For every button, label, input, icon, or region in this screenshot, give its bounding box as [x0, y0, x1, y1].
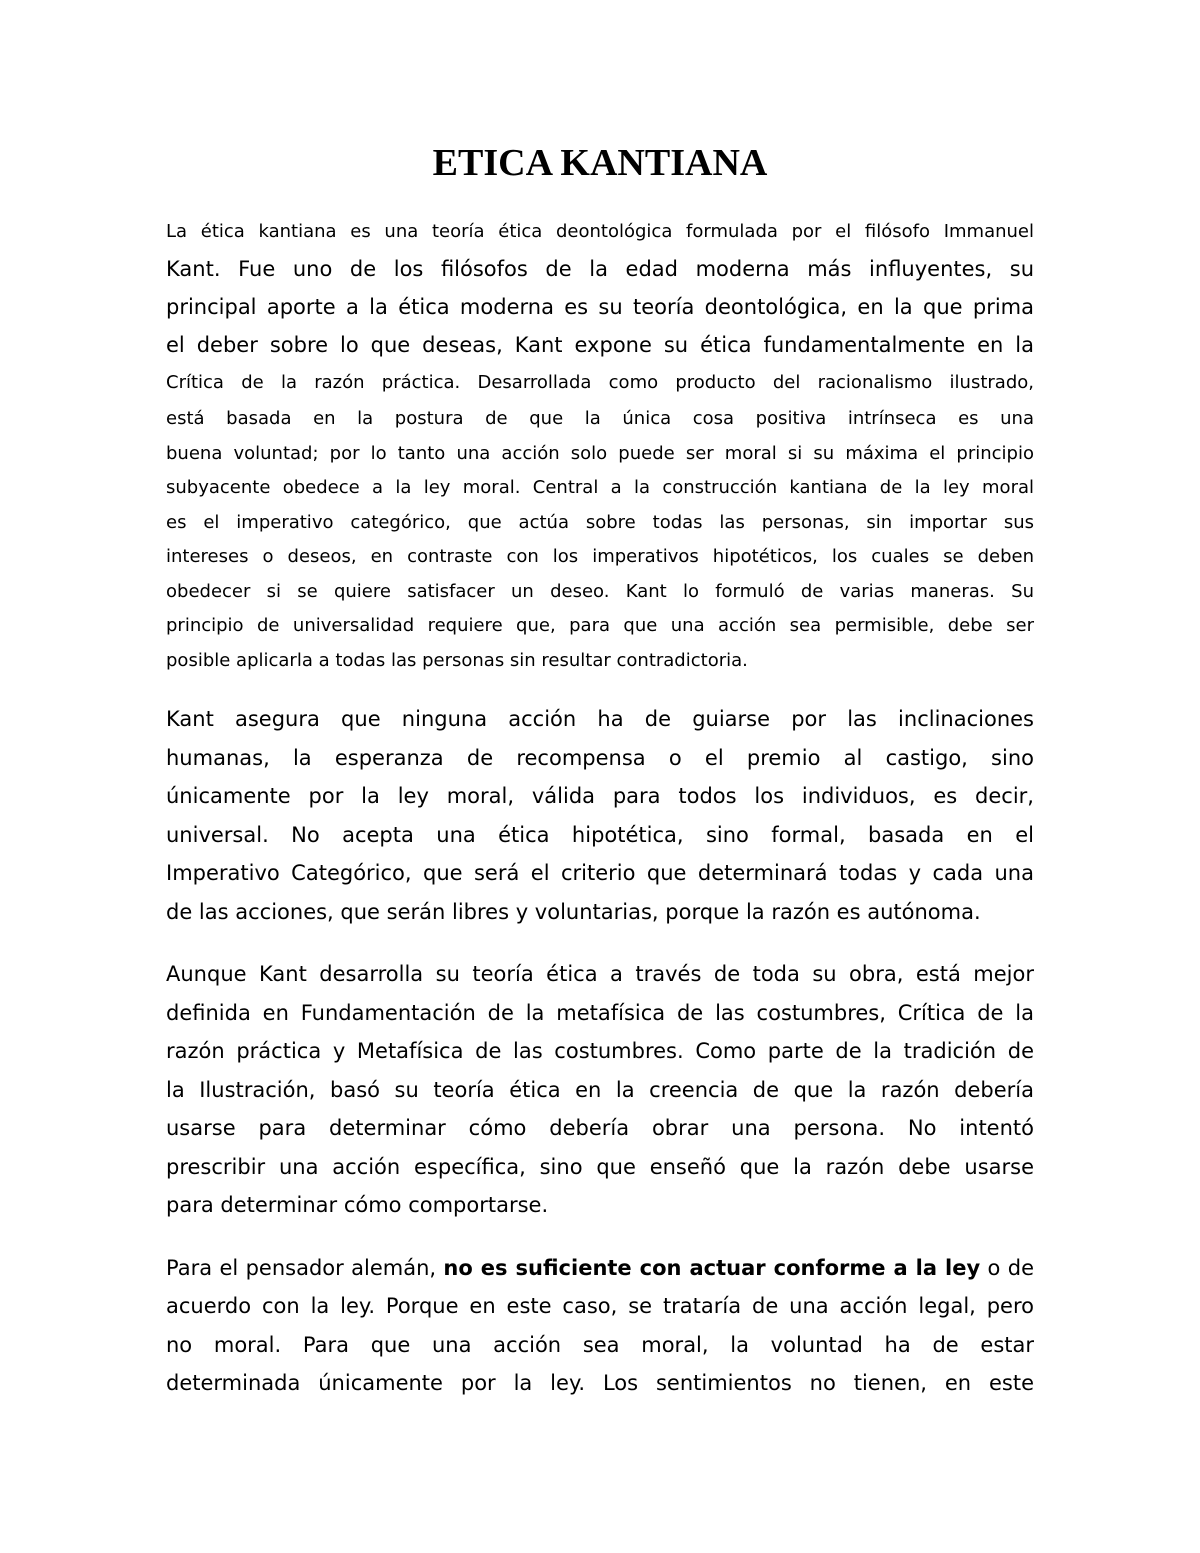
paragraph-line: únicamente por la ley moral, válida para todos los individuos, es decir, [166, 784, 1034, 808]
paragraph-line: definida en Fundamentación de la metafísica de las costumbres, Crítica de la [166, 1000, 1034, 1025]
paragraph-line: acuerdo con la ley. Porque en este caso, se trataría de una acción legal, pero [166, 1294, 1034, 1318]
paragraph-line: universal. No acepta una ética hipotética, sino formal, basada en el [166, 822, 1034, 847]
paragraph-line: es el imperativo categórico, que actúa sobre todas las personas, sin importar sus [166, 511, 1034, 533]
paragraph-line: para determinar cómo comportarse. [166, 1193, 549, 1217]
document-body [166, 213, 1034, 1427]
paragraph-line: obedecer si se quiere satisfacer un deseo. Kant lo formuló de varias maneras. Su [166, 580, 1034, 602]
paragraph-line: Imperativo Categórico, que será el criterio que determinará todas y cada una [166, 861, 1034, 885]
paragraph-line: Aunque Kant desarrolla su teoría ética a través de toda su obra, está mejor [166, 962, 1034, 986]
paragraph-text: o de [980, 1255, 1034, 1280]
paragraph-line: Kant. Fue uno de los filósofos de la edad moderna más influyentes, su [166, 257, 1034, 281]
paragraph-line: principal aporte a la ética moderna es su teoría deontológica, en la que prima [166, 295, 1034, 319]
paragraph-line: no moral. Para que una acción sea moral, la voluntad ha de estar [166, 1332, 1034, 1357]
paragraph-line: de las acciones, que serán libres y voluntarias, porque la razón es autónoma. [166, 899, 981, 924]
paragraph-line: principio de universalidad requiere que, para que una acción sea permisible, debe ser [166, 615, 1034, 636]
paragraph-line: Crítica de la razón práctica. Desarrollada como producto del racionalismo ilustrado, [166, 372, 1034, 393]
bold-phrase: no es suficiente con actuar conforme a la ley [443, 1255, 981, 1280]
paragraph-line: subyacente obedece a la ley moral. Central a la construcción kantiana de la ley moral [166, 477, 1034, 498]
paragraph-line: Kant asegura que ninguna acción ha de guiarse por las inclinaciones [166, 707, 1034, 731]
paragraph-line: intereses o deseos, en contraste con los imperativos hipotéticos, los cuales se deben [166, 546, 1034, 567]
paragraph-1 [166, 213, 1034, 678]
paragraph-line: determinada únicamente por la ley. Los sentimientos no tienen, en este [166, 1371, 1034, 1395]
paragraph-line: está basada en la postura de que la única cosa positiva intrínseca es una [166, 408, 1034, 429]
paragraph-line: prescribir una acción específica, sino que enseñó que la razón debe usarse [166, 1154, 1034, 1179]
paragraph-line: razón práctica y Metafísica de las costumbres. Como parte de la tradición de [166, 1039, 1034, 1063]
paragraph-4 [166, 1249, 1034, 1403]
paragraph-line: humanas, la esperanza de recompensa o el premio al castigo, sino [166, 745, 1034, 770]
paragraph-2 [166, 700, 1034, 931]
paragraph-line [166, 1249, 1034, 1288]
paragraph-line: la Ilustración, basó su teoría ética en la creencia de que la razón debería [166, 1077, 1034, 1102]
paragraph-line: buena voluntad; por lo tanto una acción solo puede ser moral si su máxima el principio [166, 442, 1034, 464]
paragraph-line: posible aplicarla a todas las personas sin resultar contradictoria. [166, 649, 748, 671]
paragraph-line: el deber sobre lo que deseas, Kant expone su ética fundamentalmente en la [166, 333, 1034, 357]
paragraph-line: La ética kantiana es una teoría ética deontológica formulada por el filósofo Immanuel [166, 221, 1034, 242]
document-title: ETICA KANTIANA [432, 142, 768, 184]
paragraph-text: Para el pensador alemán, [166, 1255, 444, 1280]
paragraph-3 [166, 955, 1034, 1225]
paragraph-line: usarse para determinar cómo debería obrar una persona. No intentó [166, 1116, 1034, 1140]
